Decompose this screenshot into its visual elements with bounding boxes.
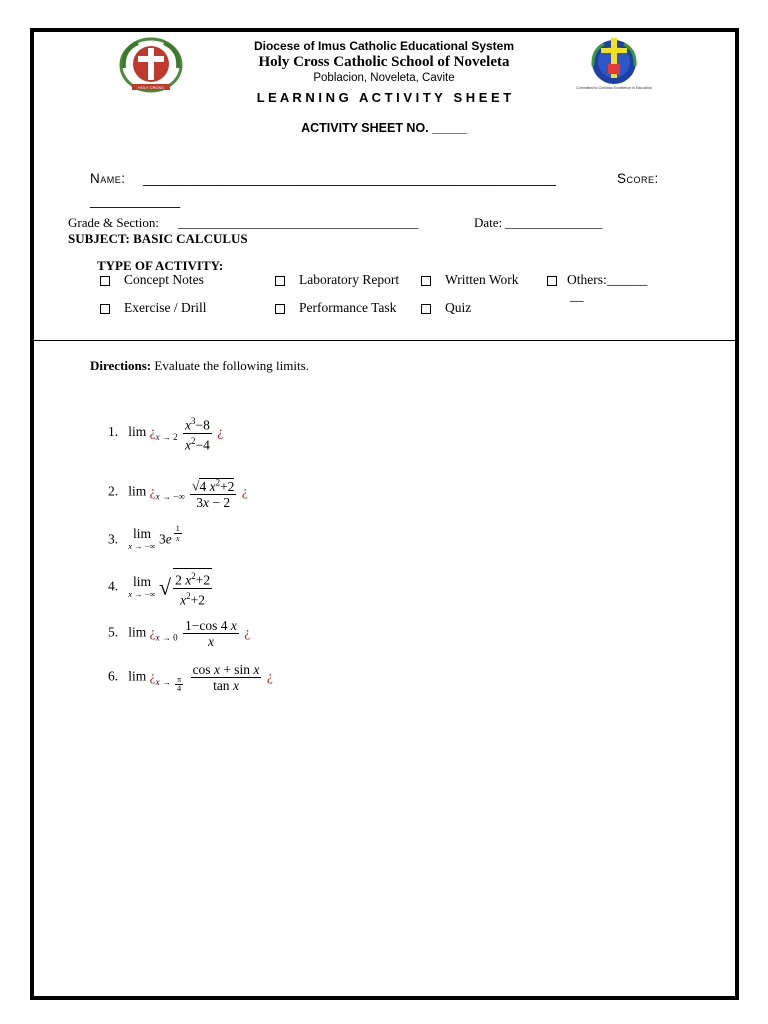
- activity-sheet-number: ACTIVITY SHEET NO. _____: [301, 121, 467, 135]
- name-field[interactable]: _______________________________________________________: [143, 171, 556, 186]
- lim-operator: lim: [128, 668, 147, 684]
- others-continuation: __: [570, 288, 584, 303]
- score-label: Score:: [617, 171, 659, 186]
- option-performance-task[interactable]: [275, 300, 396, 316]
- date-label: Date:: [474, 215, 503, 230]
- sheet-title: L E A R N I N G A C T I V I T Y S H E E T: [256, 90, 512, 105]
- problem-number: 6.: [108, 668, 119, 684]
- lim-operator: lim: [132, 573, 151, 589]
- problem-number: 5.: [108, 624, 119, 640]
- section-divider: [34, 340, 735, 341]
- school-name: Holy Cross Catholic School of Noveleta: [258, 54, 510, 70]
- option-label: Exercise / Drill: [124, 300, 207, 315]
- garbled-symbol: ¿: [149, 668, 156, 684]
- option-label: Laboratory Report: [299, 272, 400, 287]
- problem-5: 5. $\lim ¿_{x \to 0}$ $\frac{1-\cos 4 x}{x}$ ¿: [108, 618, 251, 649]
- problem-1: 1. $\lim ¿_{x \to 2}$ $\frac{x^3-8}{x^2-4}$ ¿: [108, 416, 224, 452]
- logo-left-text: HOLY CROSS: [138, 85, 164, 90]
- problem-number: 4.: [108, 578, 119, 594]
- lim-operator: lim: [128, 624, 147, 640]
- garbled-symbol: ¿: [149, 624, 156, 640]
- garbled-symbol: ¿: [244, 624, 251, 640]
- grade-section-field[interactable]: _____________________________________: [178, 215, 419, 230]
- problem-3: 3. lim x → −∞ 3e $^{\frac{1}{x}}$: [108, 524, 180, 552]
- option-label: Performance Task: [299, 300, 397, 315]
- option-label: Written Work: [445, 272, 519, 287]
- name-label: Name:: [90, 171, 126, 186]
- garbled-symbol: ¿: [266, 668, 273, 684]
- school-address: Poblacion, Noveleta, Cavite: [313, 72, 455, 84]
- problem-6: 6. $\lim ¿_{x \to \frac{\pi}{4}}$ $\frac{\text{cos x + sin x}}{\text{tan x}}$ ¿: [108, 662, 273, 693]
- date-field[interactable]: _______________: [505, 215, 603, 230]
- checkbox[interactable]: [421, 304, 431, 314]
- subject-heading: SUBJECT: BASIC CALCULUS: [68, 231, 248, 246]
- option-laboratory-report[interactable]: [275, 272, 399, 288]
- option-written-work[interactable]: [421, 272, 518, 288]
- directions-text: Evaluate the following limits.: [154, 358, 309, 373]
- checkbox[interactable]: [547, 276, 557, 286]
- option-others[interactable]: [547, 272, 647, 288]
- school-seal-logo-right: [576, 36, 652, 92]
- checkbox[interactable]: [275, 304, 285, 314]
- problem-number: 2.: [108, 483, 119, 499]
- problem-2: 2. $\lim ¿_{x \to -\infty}$ $\frac{√4 x^2+2}{3x - 2}$ ¿: [108, 477, 248, 510]
- logo-right-text: Committed to Christian Excellence in Education: [576, 86, 652, 90]
- problem-4: 4. lim x → −∞ √ $\frac{2 x^2+2}{x^2+2}$: [108, 568, 214, 607]
- checkbox[interactable]: [421, 276, 431, 286]
- lim-operator: lim: [128, 424, 147, 440]
- score-field[interactable]: ____________: [90, 193, 181, 208]
- problem-number: 1.: [108, 424, 119, 440]
- directions: [90, 358, 309, 374]
- lim-operator: lim: [128, 483, 147, 499]
- option-concept-notes[interactable]: [100, 272, 204, 288]
- checkbox[interactable]: [275, 276, 285, 286]
- option-label: Concept Notes: [124, 272, 204, 287]
- school-seal-logo-left: [118, 38, 184, 94]
- problem-number: 3.: [108, 531, 119, 547]
- directions-label: Directions:: [90, 358, 152, 373]
- lim-operator: lim: [132, 526, 151, 542]
- checkbox[interactable]: [100, 304, 110, 314]
- option-label: Quiz: [445, 300, 472, 315]
- option-exercise-drill[interactable]: [100, 300, 206, 316]
- option-quiz[interactable]: [421, 300, 471, 316]
- garbled-symbol: ¿: [217, 424, 224, 440]
- diocese-title: Diocese of Imus Catholic Educational System: [253, 39, 515, 53]
- grade-section-label: Grade & Section:: [68, 215, 159, 230]
- garbled-symbol: ¿: [149, 424, 156, 440]
- garbled-symbol: ¿: [241, 483, 248, 499]
- garbled-symbol: ¿: [149, 483, 156, 499]
- option-label: Others:______: [567, 272, 648, 287]
- checkbox[interactable]: [100, 276, 110, 286]
- type-of-activity-label: TYPE OF ACTIVITY:: [97, 258, 224, 273]
